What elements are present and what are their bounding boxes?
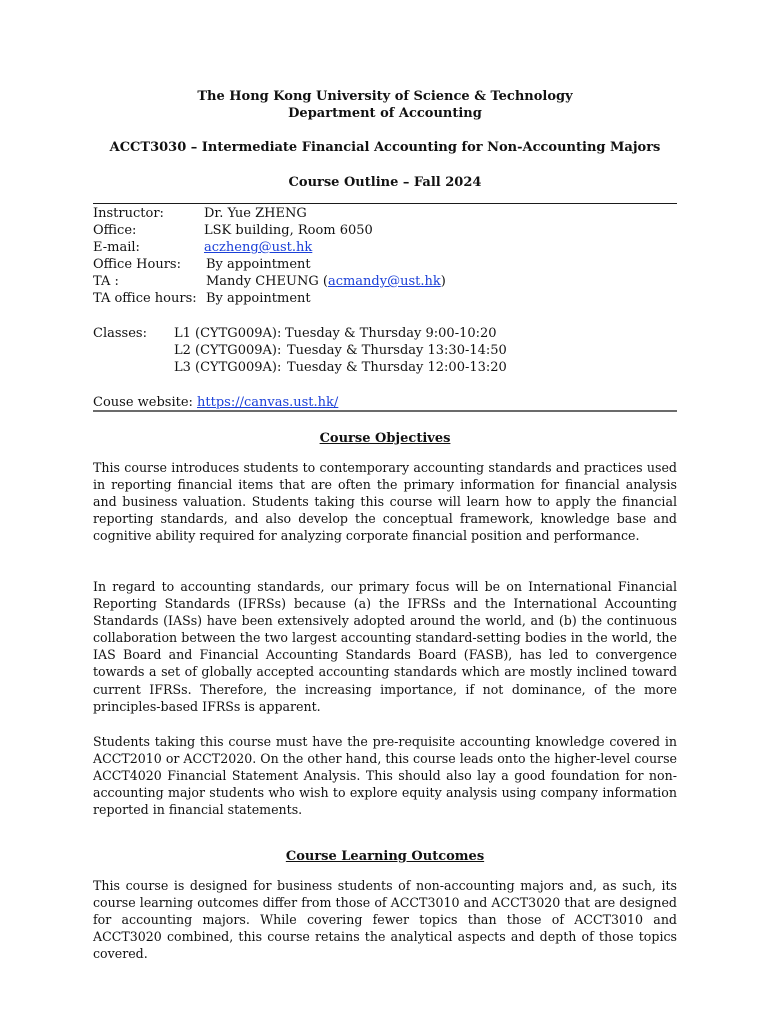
classes-label: Classes: bbox=[93, 326, 147, 341]
class-section-schedule: Tuesday & Thursday 12:00-13:20 bbox=[287, 360, 507, 375]
ta-close-paren: ) bbox=[440, 274, 446, 289]
email-label: E-mail: bbox=[93, 240, 140, 255]
ta-email-link[interactable]: acmandy@ust.hk bbox=[327, 274, 441, 289]
ta-office-hours-value: By appointment bbox=[206, 291, 311, 306]
objectives-paragraph: This course introduces students to contemporary accounting standards and practices used in reporting financial items that are often the primary information for financial analysis and business valuation. Students taking this course will learn how to apply the financial reporting standards, and also develop the conceptual framework, knowledge base and cognitive ability required for analyzing corporate financial position and performance. bbox=[93, 460, 677, 544]
office-value: LSK building, Room 6050 bbox=[204, 223, 373, 238]
instructor-value: Dr. Yue ZHENG bbox=[204, 206, 307, 221]
class-section-code: L3 (CYTG009A): bbox=[174, 360, 282, 375]
course-website-link[interactable]: https://canvas.ust.hk/ bbox=[197, 395, 339, 410]
course-title: ACCT3030 – Intermediate Financial Accounting for Non-Accounting Majors bbox=[109, 140, 661, 155]
objectives-paragraph: In regard to accounting standards, our primary focus will be on International Financial Reporting Standards (IFRSs) because (a) the IFRSs and the International Accounting Standards (IASs) have been extensively adopted around the world, and (b) the continuous collaboration between the two largest accounting standard-setting bodies in the world, the IAS Board and Financial Accounting Standards Board (FASB), has led to convergence towards a set of globally accepted accounting standards which are mostly inclined toward current IFRSs. Therefore, the increasing importance, if not dominance, of the more principles-based IFRSs is apparent. bbox=[93, 579, 677, 714]
ta-label: TA : bbox=[93, 274, 119, 289]
office-hours-value: By appointment bbox=[206, 257, 311, 272]
header-divider bbox=[93, 203, 677, 204]
class-section-code: L2 (CYTG009A): bbox=[174, 343, 282, 358]
outline-title: Course Outline – Fall 2024 bbox=[288, 175, 482, 190]
ta-office-hours-label: TA office hours: bbox=[93, 291, 197, 306]
learning-outcomes-heading bbox=[93, 848, 677, 865]
class-section-schedule: Tuesday & Thursday 9:00-10:20 bbox=[285, 326, 497, 341]
course-objectives-heading bbox=[93, 430, 677, 447]
info-divider bbox=[93, 410, 677, 412]
class-section-code: L1 (CYTG009A): bbox=[174, 326, 282, 341]
instructor-email-link[interactable]: aczheng@ust.hk bbox=[204, 240, 313, 255]
website-label: Couse website: bbox=[93, 395, 193, 410]
learning-outcomes-paragraph: This course is designed for business students of non-accounting majors and, as such, its course learning outcomes differ from those of ACCT3010 and ACCT3020 that are designed for accounting majors. While covering fewer topics than those of ACCT3010 and ACCT3020 combined, this course retains the analytical aspects and depth of those topics covered. bbox=[93, 878, 677, 962]
instructor-label: Instructor: bbox=[93, 206, 164, 221]
learning-outcomes-title: Course Learning Outcomes bbox=[285, 849, 485, 864]
ta-name: Mandy CHEUNG ( bbox=[206, 274, 328, 289]
course-objectives-title: Course Objectives bbox=[319, 431, 451, 446]
objectives-paragraph: Students taking this course must have the pre-requisite accounting knowledge covered in ACCT2010 or ACCT2020. On the other hand, this course leads onto the higher-level course ACCT4020 Financial Statement Analysis. This should also lay a good foundation for non-accounting major students who wish to explore equity analysis using company information reported in financial statements. bbox=[93, 734, 677, 818]
university-name: The Hong Kong University of Science & Technology bbox=[197, 89, 573, 104]
department-name: Department of Accounting bbox=[288, 106, 482, 121]
class-section-schedule: Tuesday & Thursday 13:30-14:50 bbox=[287, 343, 507, 358]
office-label: Office: bbox=[93, 223, 137, 238]
ta-value bbox=[206, 273, 446, 290]
office-hours-label: Office Hours: bbox=[93, 257, 181, 272]
